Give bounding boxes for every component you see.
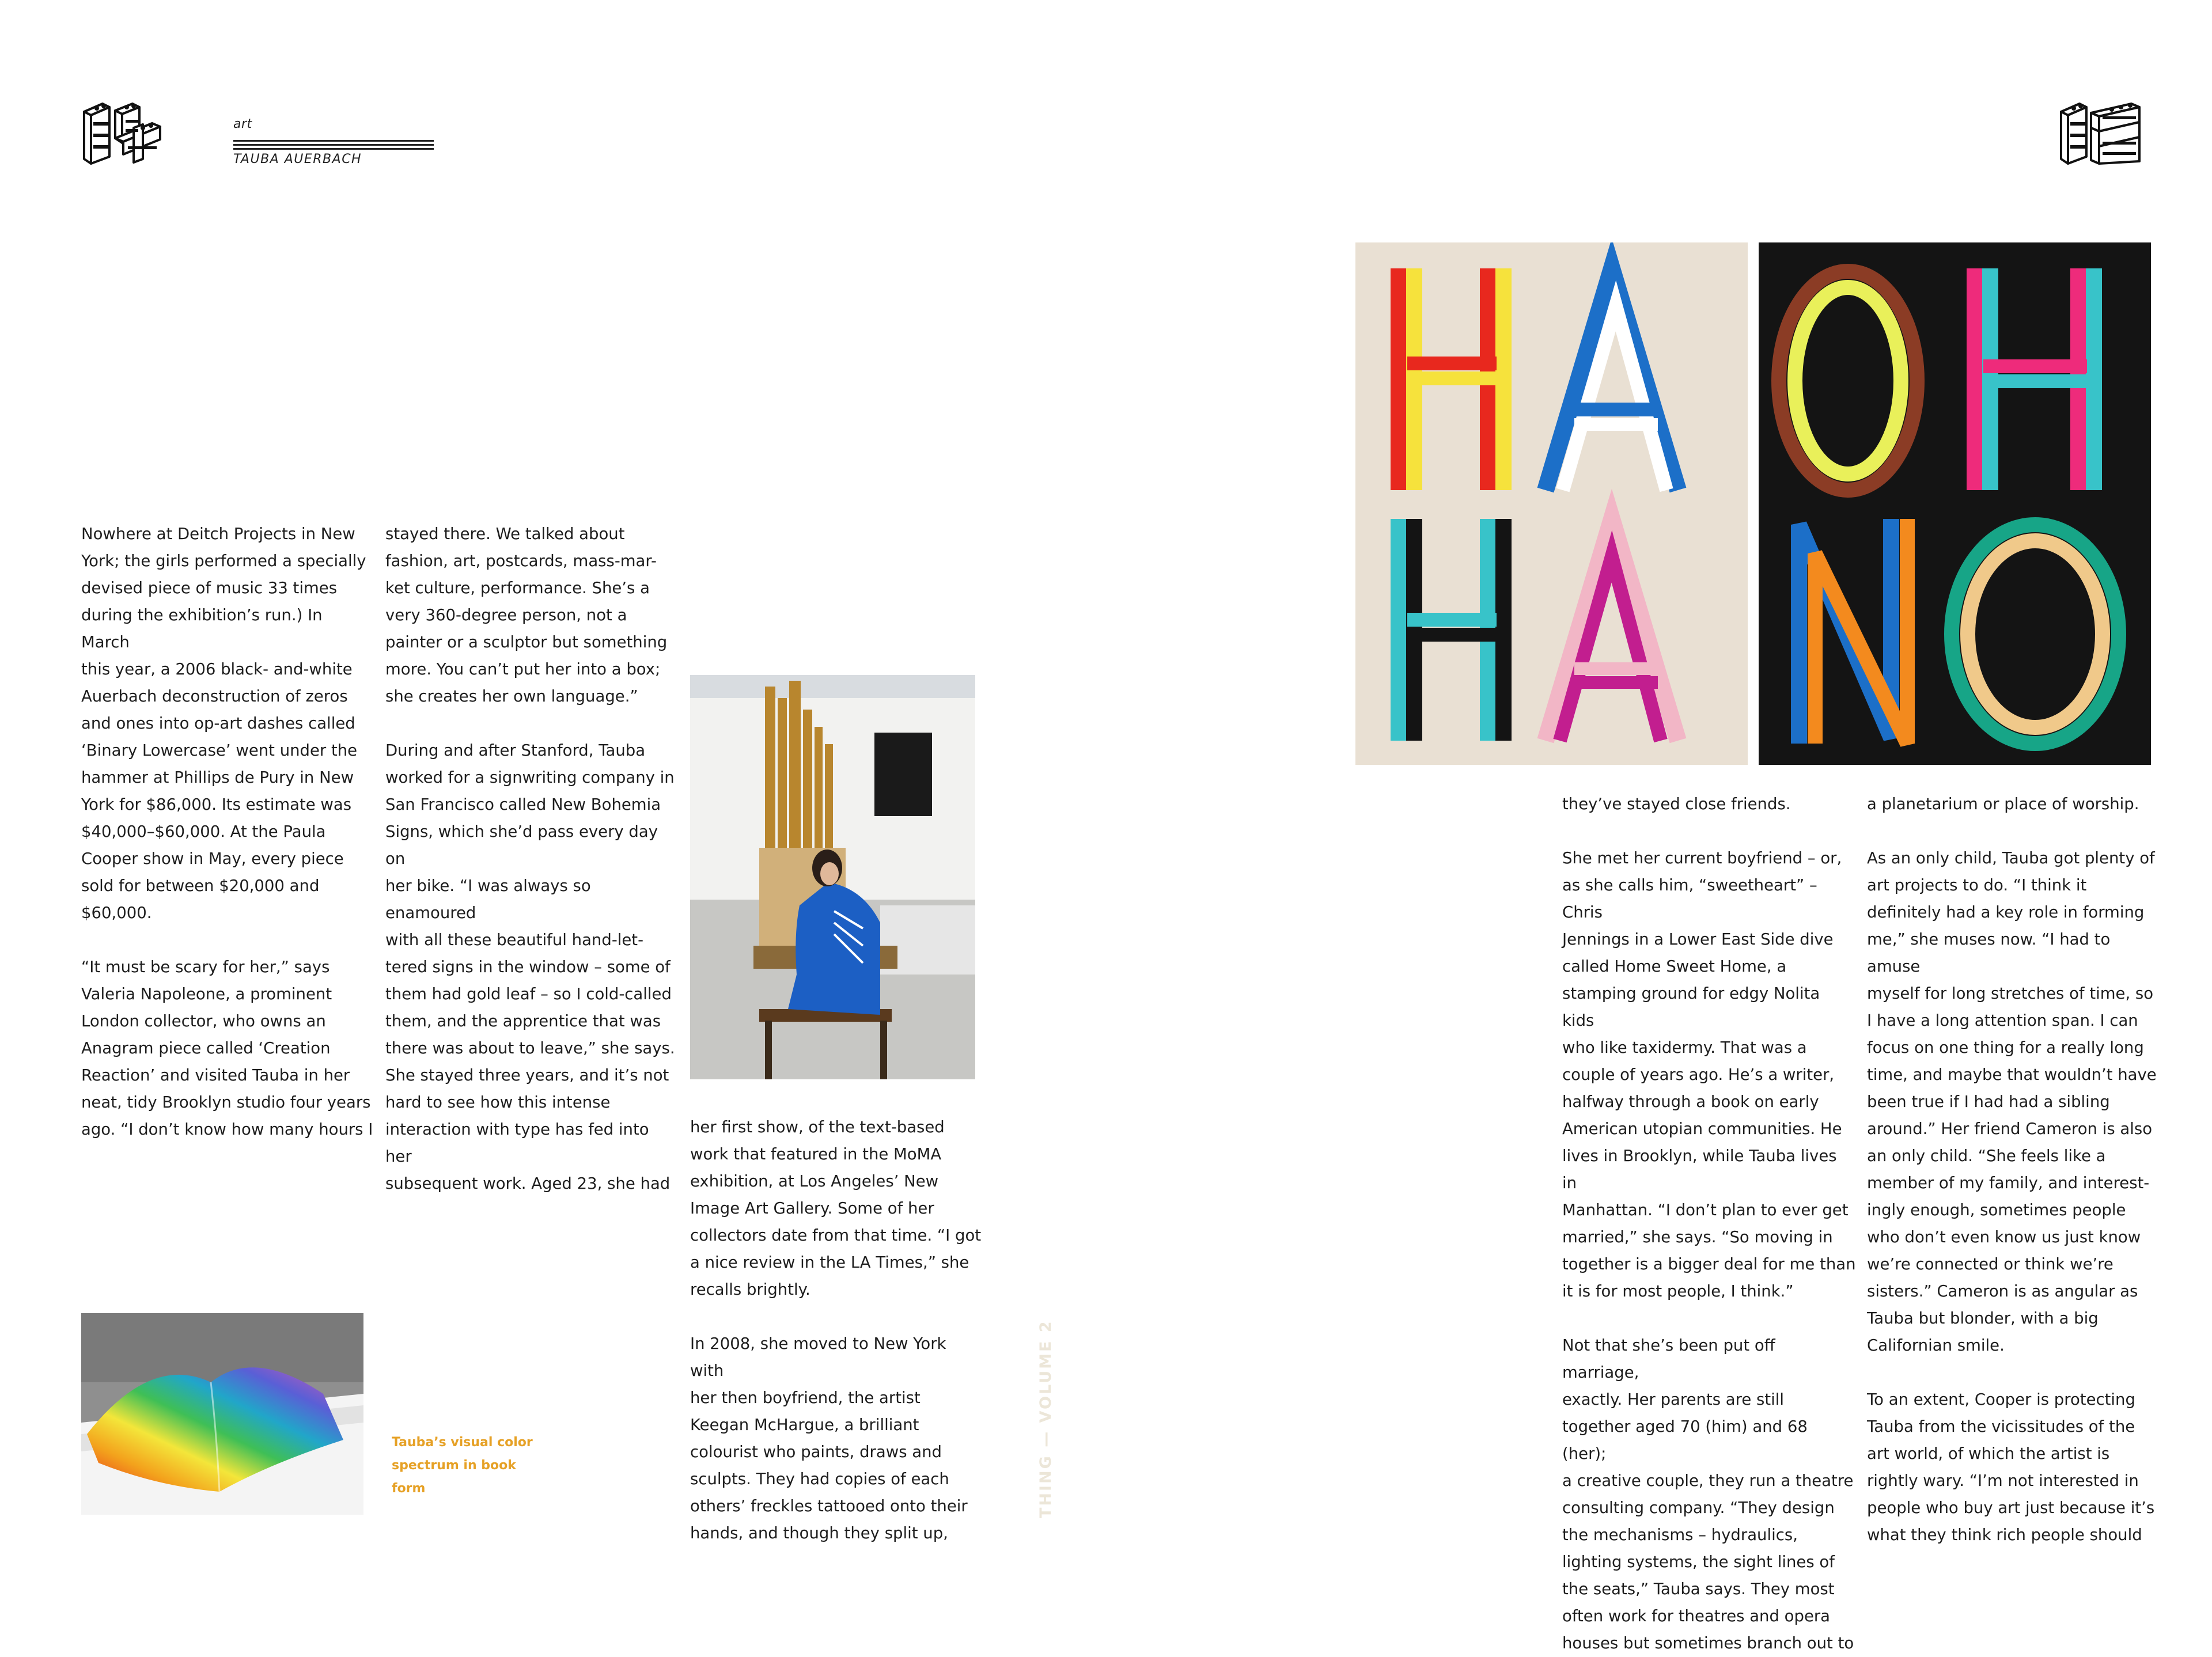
header-rule-3 — [233, 148, 434, 150]
header-rule-1 — [233, 140, 434, 142]
page-number-15-logo — [2056, 99, 2146, 167]
photo-caption: Tauba’s visual color spectrum in book form — [392, 1435, 533, 1496]
page-number-14-text: 14 — [79, 99, 81, 100]
author-name: TAUBA AUERBACH — [233, 152, 362, 166]
body-column-1: Nowhere at Deitch Projects in New York; the girls performed a specially devised piece of music 33 times during the exhibition’s run.) In March this year, a 2006 black- and-white Auerbach deconstruction of zeros and ones into op-art dashes called ‘Binary Lowercase’ went under the hammer at Phillips de Pury in New York for $86,000. Its estimate was $40,000–$60,000. At the Paula Cooper show in May, every piece sold for between $20,000 and $60,000. “It must be scary for her,” says Valeria Napoleone, a prominent London collector, who owns an Anagram piece called ‘Creation Reaction’ and visited Tauba in her neat, tidy Brooklyn studio four years ago. “I don’t know how many hours I — [81, 525, 373, 1139]
header-rule-2 — [233, 144, 434, 146]
page-number-14-logo — [79, 99, 167, 167]
body-column-3: her first show, of the text-based work that featured in the MoMA exhibition, at Los Angeles’ New Image Art Gallery. Some of her collectors date from that time. “I got a nice review in the LA Times,” she recalls brightly. In 2008, she moved to New York with her then boyfriend, the artist Keegan McHargue, a brilliant colourist who paints, draws and sculpts. They had copies of each others’ freckles tattooed onto their hands, and though they split up, — [690, 1118, 982, 1542]
page-number-15-text: 15 — [2056, 99, 2058, 100]
volume-label: THING — VOLUME 2 — [1037, 1319, 1055, 1518]
body-column-5: a planetarium or place of worship. As an only child, Tauba got plenty of art projects to do. “I think it definitely had a key role in forming me,” she muses now. “I had to amuse myself for long stretches of time, so I have a long attention span. I can focus on one thing for a really long time, and maybe that wouldn’t have been true if I had had a sibling around.” Her friend Cameron is also an only child. “She feels like a member of my family, and interest- ingly enough, sometimes people who don’t even know us just know we’re connected or think we’re sisters.” Cameron is as angular as Tauba but blonder, with a big Californian smile. To an extent, Cooper is protecting Tauba from the vicissitudes of the art world, of which the artist is rightly wary. “I’m not interested in people who buy art just because it’s what they think rich people should — [1867, 795, 2157, 1544]
hahaha-artwork — [1355, 242, 1748, 765]
color-spectrum-book-photo — [81, 1313, 363, 1515]
section-label: art — [233, 117, 252, 131]
ohohno-artwork — [1759, 242, 2151, 765]
body-column-2: stayed there. We talked about fashion, art, postcards, mass-mar- ket culture, performance. She’s a very 360-degree person, not a painter or a sculptor but something more. You can’t put her into a box; she creates her own language.” During and after Stanford, Tauba worked for a signwriting company in San Francisco called New Bohemia Signs, which she’d pass every day on her bike. “I was always so enamoured with all these beautiful hand-let- tered signs in the window – some of them had gold leaf – so I cold-called them, and the apprentice that was there was about to leave,” she says. She stayed three years, and it’s not hard to see how this intense interaction with type has fed into her subsequent work. Aged 23, she had — [385, 525, 675, 1193]
gallery-organ-photo — [690, 675, 975, 1079]
body-column-4: they’ve stayed close friends. She met her current boyfriend – or, as she calls him, “sweetheart” – Chris Jennings in a Lower East Side dive called Home Sweet Home, a stamping ground for edgy Nolita kids who like taxidermy. That was a couple of years ago. He’s a writer, halfway through a book on early American utopian communities. He lives in Brooklyn, while Tauba lives in Manhattan. “I don’t plan to ever get married,” she says. “So moving in together is a bigger deal for me than it is for most people, I think.” Not that she’s been put off marriage, exactly. Her parents are still together aged 70 (him) and 68 (her); a creative couple, they run a theatre consulting company. “They design the mechanisms – hydraulics, lighting systems, the sight lines of the seats,” Tauba says. They most often work for theatres and opera houses but sometimes branch out to — [1562, 795, 1856, 1652]
